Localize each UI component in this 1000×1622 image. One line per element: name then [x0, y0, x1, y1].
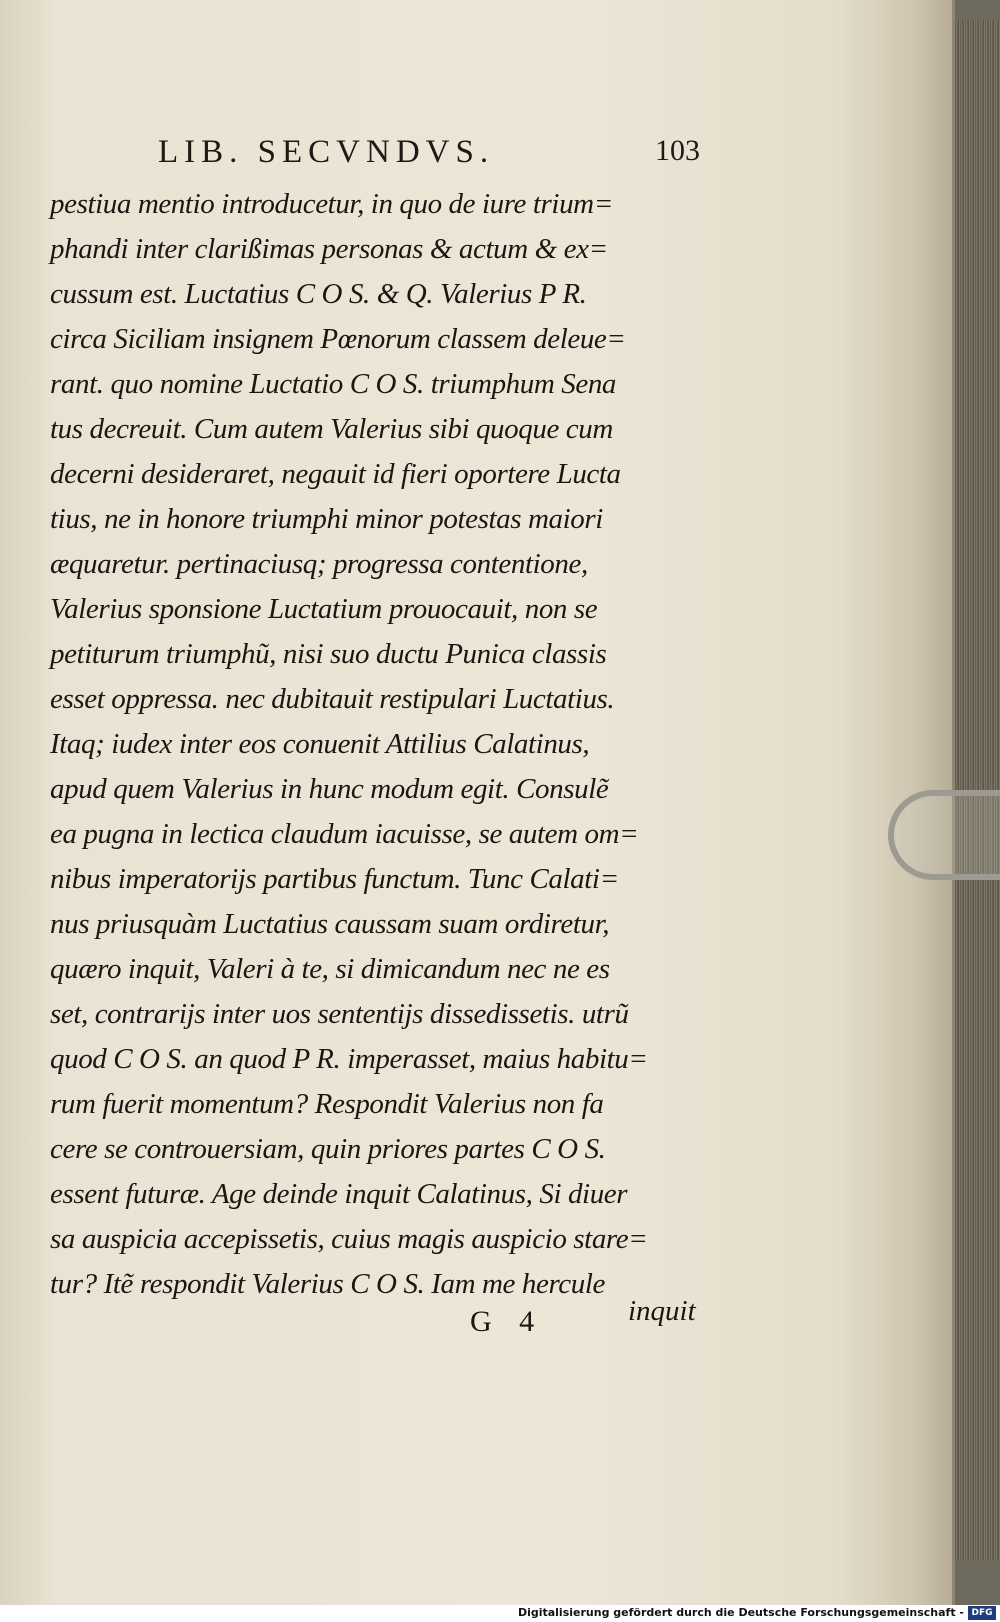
text-line: tur? Itẽ respondit Valerius C O S. Iam me hercule [50, 1268, 605, 1300]
text-line: rum fuerit momentum? Respondit Valerius non fa [50, 1088, 604, 1120]
credit-bar [0, 1605, 1000, 1622]
dfg-logo-icon: DFG [968, 1606, 996, 1620]
page-number: 103 [655, 134, 700, 167]
page-footer [0, 1295, 720, 1350]
text-line: tus decreuit. Cum autem Valerius sibi quoque cum [50, 413, 613, 445]
text-line: petiturum triumphũ, nisi suo ductu Punica classis [50, 638, 607, 670]
text-line: esset oppressa. nec dubitauit restipulari Luctatius. [50, 683, 615, 715]
text-line: set, contrarijs inter uos sententijs dissedissetis. utrũ [50, 998, 629, 1030]
page-clip [888, 790, 1000, 880]
text-line: nibus imperatorijs partibus functum. Tunc Calati= [50, 863, 619, 895]
text-line: æquaretur. pertinaciusq; progressa contentione, [50, 548, 588, 580]
signature-mark: G 4 [470, 1305, 545, 1338]
text-line: Valerius sponsione Luctatium prouocauit, non se [50, 593, 598, 625]
text-line: apud quem Valerius in hunc modum egit. Consulẽ [50, 773, 609, 805]
text-line: phandi inter clarißimas personas & actum & ex= [50, 233, 608, 265]
text-line: Itaq; iudex inter eos conuenit Attilius Calatinus, [50, 728, 590, 760]
text-line: ea pugna in lectica claudum iacuisse, se autem om= [50, 818, 639, 850]
catchword: inquit [628, 1295, 696, 1327]
text-line: pestiua mentio introducetur, in quo de iure trium= [50, 188, 613, 220]
running-title: LIB. SECVNDVS. [158, 134, 495, 170]
text-line: nus priusquàm Luctatius caussam suam ordiretur, [50, 908, 610, 940]
text-line: sa auspicia accepissetis, cuius magis auspicio stare= [50, 1223, 648, 1255]
text-line: cussum est. Luctatius C O S. & Q. Valerius P R. [50, 278, 587, 310]
text-line: cere se controuersiam, quin priores partes C O S. [50, 1133, 606, 1165]
text-line: essent futuræ. Age deinde inquit Calatinus, Si diuer [50, 1178, 628, 1210]
text-line: decerni desideraret, negauit id fieri oportere Lucta [50, 458, 621, 490]
text-line: rant. quo nomine Luctatio C O S. triumphum Sena [50, 368, 617, 400]
page-header [140, 134, 700, 174]
text-line: quæro inquit, Valeri à te, si dimicandum nec ne es [50, 953, 610, 985]
text-line: tius, ne in honore triumphi minor potestas maiori [50, 503, 603, 535]
body-text [50, 182, 710, 1307]
text-line: circa Siciliam insignem Pœnorum classem deleue= [50, 323, 626, 355]
funding-credit: Digitalisierung gefördert durch die Deutsche Forschungsgemeinschaft - [517, 1606, 964, 1619]
text-line: quod C O S. an quod P R. imperasset, maius habitu= [50, 1043, 648, 1075]
